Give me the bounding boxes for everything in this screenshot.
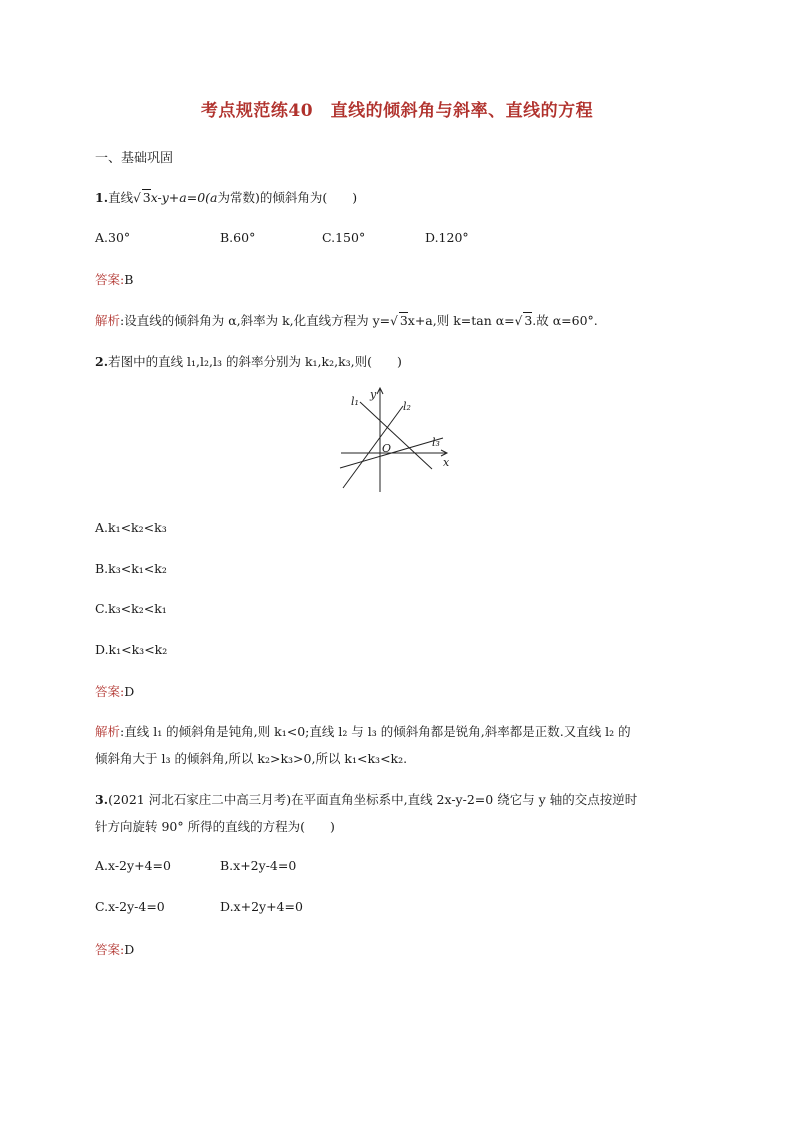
q2-option-d[interactable]: D.k₁<k₃<k₂ <box>95 642 168 657</box>
q1-equation: x-y+a=0( <box>150 190 211 205</box>
label-y: y <box>370 388 377 401</box>
label-origin: O <box>382 442 392 455</box>
q2-option-b[interactable]: B.k₃<k₁<k₂ <box>95 561 167 576</box>
q3-stem-text1: (2021 河北石家庄二中高三月考)在平面直角坐标系中,直线 2x-y-2=0 绕它与 y 轴的交点按逆时 <box>108 792 638 807</box>
question-3-stem-line2: 针方向旋转 90° 所得的直线的方程为( ) <box>95 819 335 834</box>
q1-answer-value: B <box>124 272 134 287</box>
q1-option-a[interactable]: A.30° <box>95 230 131 245</box>
q1-sqrt-value: 3 <box>142 190 151 205</box>
question-1-stem: 1.直线√ 3x-y+a=0(a为常数)的倾斜角为( ) <box>95 190 358 205</box>
question-1-number: 1. <box>95 190 109 205</box>
q3-answer <box>95 940 134 958</box>
q3-option-b[interactable]: B.x+2y-4=0 <box>220 858 297 873</box>
question-3-number: 3. <box>95 792 109 807</box>
q2-answer-label: 答案: <box>95 684 125 699</box>
question-3-stem-line1 <box>95 790 637 808</box>
q2-option-c[interactable]: C.k₃<k₂<k₁ <box>95 601 167 616</box>
q2-analysis-line2: 倾斜角大于 l₃ 的倾斜角,所以 k₂>k₃>0,所以 k₁<k₃<k₂. <box>95 751 408 766</box>
page-title: 考点规范练40 直线的倾斜角与斜率、直线的方程 <box>200 101 594 121</box>
q2-option-a[interactable]: A.k₁<k₂<k₃ <box>95 520 167 535</box>
q1-option-c[interactable]: C.150° <box>322 230 366 245</box>
q2-analysis-label: 解析 <box>95 724 121 739</box>
q3-option-c[interactable]: C.x-2y-4=0 <box>95 899 165 914</box>
q3-option-d[interactable]: D.x+2y+4=0 <box>220 899 303 914</box>
question-2-number: 2. <box>95 354 109 369</box>
line-l2 <box>343 406 403 488</box>
label-l2: l₂ <box>403 400 411 413</box>
q1-answer <box>95 270 133 288</box>
q2-analysis-text1: :直线 l₁ 的倾斜角是钝角,则 k₁<0;直线 l₂ 与 l₃ 的倾斜角都是锐角,斜率都是正数.又直线 l₂ 的 <box>120 724 631 739</box>
q1-answer-label: 答案: <box>95 272 125 287</box>
label-x: x <box>443 456 450 469</box>
q1-analysis-text1: :设直线的倾斜角为 α,斜率为 k,化直线方程为 y= <box>120 313 391 328</box>
q1-analysis-text3: .故 α=60°. <box>532 313 598 328</box>
q2-answer <box>95 682 134 700</box>
q1-stem-tail: 为常数)的倾斜角为( ) <box>217 190 358 205</box>
q1-analysis-text2: x+a,则 k=tan α= <box>407 313 515 328</box>
section-heading: 一、基础巩固 <box>95 151 174 166</box>
q3-option-a[interactable]: A.x-2y+4=0 <box>95 858 171 873</box>
q1-analysis-label: 解析 <box>95 313 121 328</box>
q1-analysis-sqrt1: 3 <box>399 313 408 328</box>
q2-analysis-line1 <box>95 722 631 740</box>
q1-option-d[interactable]: D.120° <box>425 230 469 245</box>
q1-option-b[interactable]: B.60° <box>220 230 256 245</box>
question-2-stem <box>95 352 402 370</box>
q2-stem-text: 若图中的直线 l₁,l₂,l₃ 的斜率分别为 k₁,k₂,k₃,则( ) <box>108 354 402 369</box>
q1-var-a: a <box>210 190 218 205</box>
q1-stem-part: 直线 <box>108 190 134 205</box>
q2-answer-value: D <box>124 684 135 699</box>
q3-answer-value: D <box>124 942 135 957</box>
lines-figure <box>335 380 465 500</box>
label-l3: l₃ <box>432 436 440 449</box>
q1-analysis-sqrt2: 3 <box>524 313 533 328</box>
q1-analysis: 解析:设直线的倾斜角为 α,斜率为 k,化直线方程为 y=√ 3x+a,则 k=tan α=√ 3.故 α=60°. <box>95 313 598 328</box>
label-l1: l₁ <box>351 395 359 408</box>
q3-answer-label: 答案: <box>95 942 125 957</box>
